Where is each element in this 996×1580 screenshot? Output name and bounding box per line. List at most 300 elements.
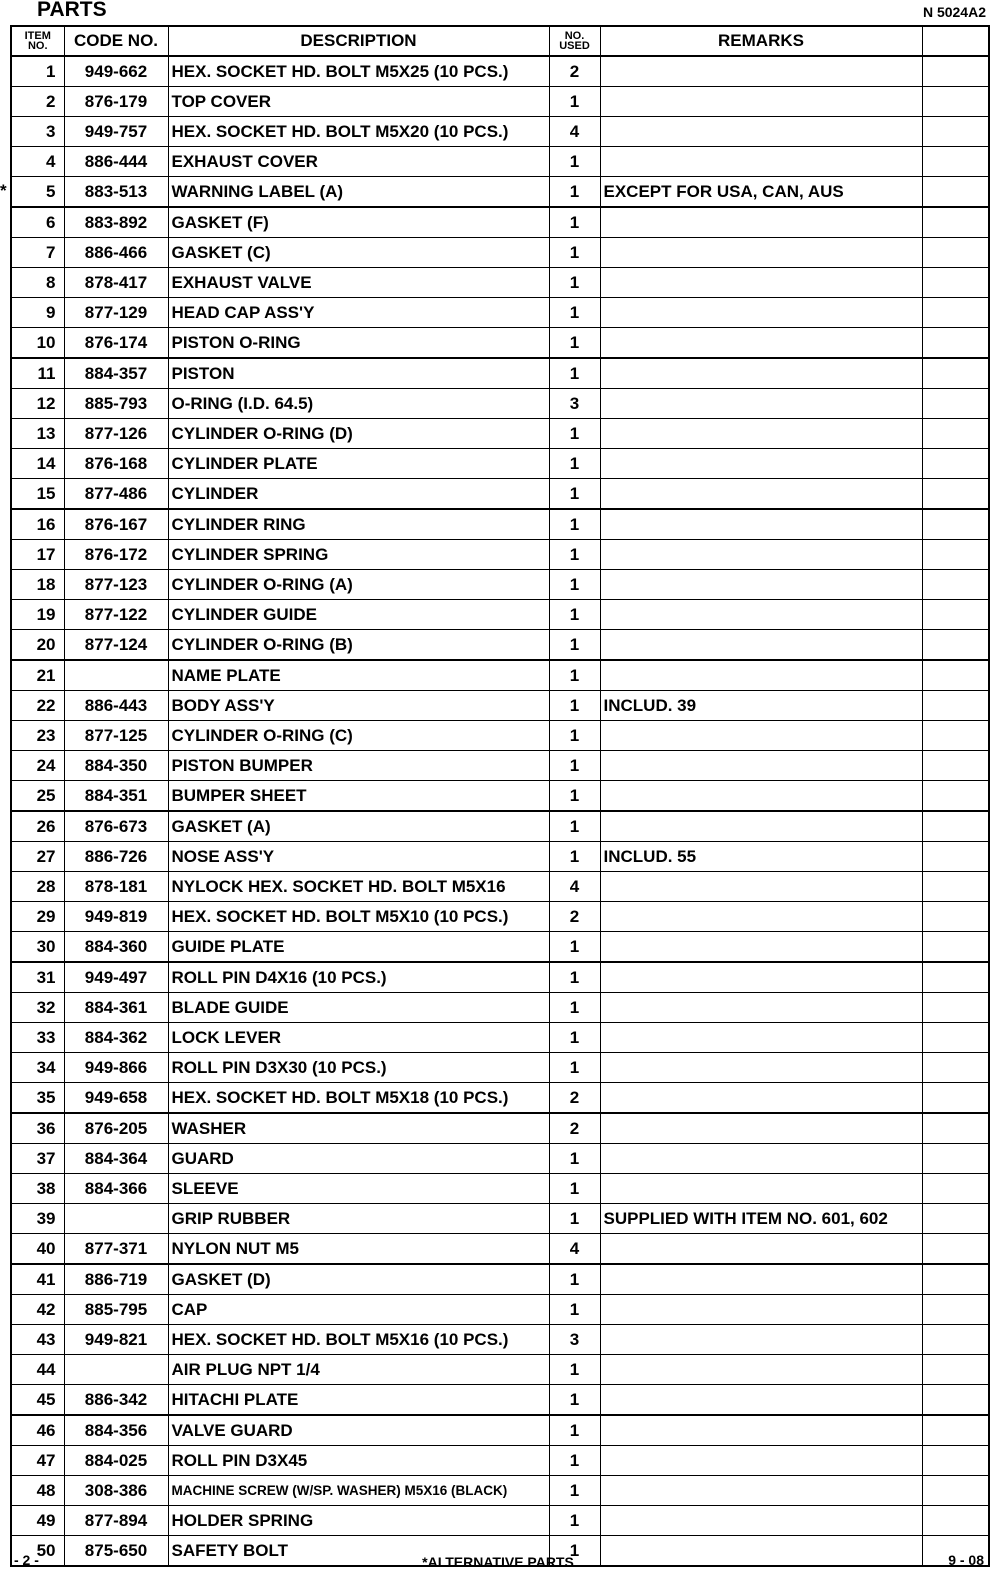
blank-cell — [922, 811, 989, 842]
no-used-text: 1 — [569, 212, 580, 232]
blank-cell — [922, 1415, 989, 1446]
remarks-cell — [600, 660, 922, 691]
item-no-cell — [11, 449, 64, 479]
table-row — [11, 570, 989, 600]
item-no-cell — [11, 1023, 64, 1053]
table-row — [11, 1113, 989, 1144]
code-no-cell — [64, 1083, 168, 1114]
description-text: AIR PLUG NPT 1/4 — [171, 1359, 320, 1379]
item-no-cell — [11, 570, 64, 600]
description-cell — [168, 1053, 549, 1083]
remarks-cell — [600, 177, 922, 208]
item-no-cell — [0, 177, 64, 208]
no-used-text: 1 — [569, 181, 580, 201]
no-used-cell — [549, 1415, 600, 1446]
no-used-cell — [549, 1083, 600, 1114]
no-used-cell — [549, 207, 600, 238]
remarks-text: INCLUD. 39 — [603, 695, 697, 715]
code-no-cell — [64, 1264, 168, 1295]
description-cell — [168, 358, 549, 389]
description-text: GASKET (A) — [171, 816, 271, 836]
item-no-text: 35 — [36, 1087, 56, 1107]
remarks-cell — [600, 1355, 922, 1385]
table-row — [11, 1053, 989, 1083]
item-no-text: 46 — [36, 1420, 56, 1440]
page-title: PARTS — [37, 0, 107, 21]
remarks-cell — [600, 117, 922, 147]
description-text: BLADE GUIDE — [171, 997, 289, 1017]
code-no-text: 876-168 — [84, 453, 148, 473]
blank-cell — [922, 902, 989, 932]
table-row — [11, 479, 989, 510]
code-no-cell — [64, 993, 168, 1023]
no-used-cell — [549, 1113, 600, 1144]
no-used-text: 1 — [569, 1480, 580, 1500]
description-text: GASKET (C) — [171, 242, 271, 262]
blank-cell — [922, 1174, 989, 1204]
description-text: CYLINDER — [171, 483, 259, 503]
no-used-text: 1 — [569, 725, 580, 745]
description-cell — [168, 389, 549, 419]
item-no-cell — [11, 1295, 64, 1325]
table-row — [11, 1476, 989, 1506]
table-row — [11, 751, 989, 781]
code-no-text: 877-371 — [84, 1238, 148, 1258]
description-cell — [168, 600, 549, 630]
item-no-cell — [11, 1476, 64, 1506]
blank-cell — [922, 358, 989, 389]
header-no-used-bottom: USED — [559, 40, 590, 52]
table-row — [11, 962, 989, 993]
table-header-row — [11, 26, 989, 56]
remarks-cell — [600, 449, 922, 479]
blank-cell — [922, 721, 989, 751]
description-cell — [168, 1144, 549, 1174]
description-cell — [168, 751, 549, 781]
description-text: CYLINDER GUIDE — [171, 604, 317, 624]
code-no-text: 886-726 — [84, 846, 148, 866]
no-used-text: 1 — [569, 242, 580, 262]
description-text: EXHAUST VALVE — [171, 272, 312, 292]
no-used-cell — [549, 509, 600, 540]
no-used-text: 1 — [569, 1389, 580, 1409]
remarks-cell — [600, 1174, 922, 1204]
item-no-cell — [11, 1415, 64, 1446]
no-used-text: 3 — [569, 1329, 580, 1349]
code-no-text: 876-167 — [84, 514, 148, 534]
no-used-cell — [549, 751, 600, 781]
code-no-text: 949-866 — [84, 1057, 148, 1077]
remarks-cell — [600, 1264, 922, 1295]
description-cell — [168, 1113, 549, 1144]
table-row — [11, 328, 989, 359]
code-no-text: 876-174 — [84, 332, 148, 352]
no-used-text: 1 — [569, 453, 580, 473]
code-no-text: 949-821 — [84, 1329, 148, 1349]
blank-cell — [922, 328, 989, 359]
table-row — [11, 872, 989, 902]
table-row — [11, 660, 989, 691]
description-text: O-RING (I.D. 64.5) — [171, 393, 314, 413]
description-text: CYLINDER SPRING — [171, 544, 329, 564]
code-no-text: 876-673 — [84, 816, 148, 836]
no-used-cell — [549, 1476, 600, 1506]
remarks-cell — [600, 1476, 922, 1506]
code-no-cell — [64, 721, 168, 751]
no-used-cell — [549, 117, 600, 147]
description-text: ROLL PIN D3X45 — [171, 1450, 308, 1470]
item-no-cell — [11, 872, 64, 902]
no-used-text: 1 — [569, 1450, 580, 1470]
no-used-text: 1 — [569, 302, 580, 322]
no-used-text: 1 — [569, 151, 580, 171]
description-cell — [168, 268, 549, 298]
item-no-cell — [11, 147, 64, 177]
item-no-text: 1 — [46, 61, 56, 81]
description-text: CYLINDER O-RING (C) — [171, 725, 353, 745]
no-used-cell — [549, 268, 600, 298]
remarks-cell — [600, 1415, 922, 1446]
code-no-text: 884-364 — [84, 1148, 148, 1168]
item-no-cell — [11, 298, 64, 328]
table-row — [11, 1174, 989, 1204]
code-no-text: 884-350 — [84, 755, 148, 775]
no-used-text: 3 — [569, 393, 580, 413]
remarks-cell — [600, 1144, 922, 1174]
remarks-cell — [600, 479, 922, 510]
blank-cell — [922, 842, 989, 872]
table-row — [11, 56, 989, 87]
code-no-cell — [64, 751, 168, 781]
no-used-cell — [549, 479, 600, 510]
table-row — [11, 1083, 989, 1114]
no-used-cell — [549, 1234, 600, 1265]
remarks-cell — [600, 570, 922, 600]
description-cell — [168, 1023, 549, 1053]
code-no-cell — [64, 389, 168, 419]
code-no-cell — [64, 540, 168, 570]
no-used-text: 1 — [569, 936, 580, 956]
description-text: HEX. SOCKET HD. BOLT M5X20 (10 PCS.) — [171, 121, 509, 141]
blank-cell — [922, 419, 989, 449]
code-no-text: 885-793 — [84, 393, 148, 413]
description-cell — [168, 1476, 549, 1506]
item-no-text: 45 — [36, 1389, 56, 1409]
blank-cell — [922, 630, 989, 661]
no-used-text: 2 — [569, 1118, 580, 1138]
description-cell — [168, 993, 549, 1023]
description-text: CYLINDER O-RING (A) — [171, 574, 353, 594]
table-row — [11, 207, 989, 238]
description-cell — [168, 962, 549, 993]
item-no-text: 2 — [46, 91, 56, 111]
code-no-cell — [64, 358, 168, 389]
description-text: TOP COVER — [171, 91, 272, 111]
code-no-cell — [64, 811, 168, 842]
item-no-text: 15 — [36, 483, 56, 503]
item-no-text: 28 — [36, 876, 56, 896]
table-row — [11, 630, 989, 661]
blank-cell — [922, 117, 989, 147]
code-no-text: 884-356 — [84, 1420, 148, 1440]
item-no-text: 17 — [36, 544, 56, 564]
remarks-cell — [600, 147, 922, 177]
code-no-text: 886-443 — [84, 695, 148, 715]
item-no-text: 14 — [36, 453, 56, 473]
no-used-cell — [549, 1204, 600, 1234]
remarks-cell — [600, 1295, 922, 1325]
blank-cell — [922, 449, 989, 479]
description-text: VALVE GUARD — [171, 1420, 293, 1440]
remarks-cell — [600, 1506, 922, 1536]
code-no-text: 949-662 — [84, 61, 148, 81]
item-no-text: 33 — [36, 1027, 56, 1047]
blank-cell — [922, 509, 989, 540]
item-no-cell — [11, 1083, 64, 1114]
description-cell — [168, 1355, 549, 1385]
item-no-cell — [11, 87, 64, 117]
table-row — [11, 1355, 989, 1385]
remarks-cell — [600, 1083, 922, 1114]
code-no-text: 877-129 — [84, 302, 148, 322]
blank-cell — [922, 993, 989, 1023]
description-text: HEX. SOCKET HD. BOLT M5X10 (10 PCS.) — [171, 906, 509, 926]
item-no-text: 10 — [36, 332, 56, 352]
description-text: HOLDER SPRING — [171, 1510, 314, 1530]
blank-cell — [922, 1385, 989, 1416]
code-no-cell — [64, 1325, 168, 1355]
remarks-cell — [600, 238, 922, 268]
blank-cell — [922, 962, 989, 993]
description-text: NYLON NUT M5 — [171, 1238, 299, 1258]
description-cell — [168, 570, 549, 600]
code-no-cell — [64, 1144, 168, 1174]
item-no-cell — [11, 1113, 64, 1144]
description-cell — [168, 1446, 549, 1476]
item-no-text: 5 — [46, 181, 56, 201]
item-no-cell — [11, 1355, 64, 1385]
blank-cell — [922, 238, 989, 268]
no-used-cell — [549, 691, 600, 721]
no-used-cell — [549, 328, 600, 359]
code-no-text: 949-819 — [84, 906, 148, 926]
item-no-cell — [11, 268, 64, 298]
no-used-cell — [549, 1325, 600, 1355]
table-row — [11, 932, 989, 963]
table-row — [11, 358, 989, 389]
remarks-cell — [600, 540, 922, 570]
item-no-cell — [11, 509, 64, 540]
table-row — [11, 389, 989, 419]
description-text: GASKET (D) — [171, 1269, 271, 1289]
item-no-text: 38 — [36, 1178, 56, 1198]
description-text: MACHINE SCREW (W/SP. WASHER) M5X16 (BLACK) — [171, 1483, 508, 1498]
item-no-cell — [11, 207, 64, 238]
description-cell — [168, 419, 549, 449]
description-text: CYLINDER O-RING (B) — [171, 634, 353, 654]
description-cell — [168, 1234, 549, 1265]
code-no-cell — [64, 479, 168, 510]
code-no-text: 883-892 — [84, 212, 148, 232]
item-no-text: 3 — [46, 121, 56, 141]
item-no-text: 4 — [46, 151, 56, 171]
blank-cell — [922, 1446, 989, 1476]
no-used-text: 1 — [569, 423, 580, 443]
code-no-text: 883-513 — [84, 181, 148, 201]
item-no-text: 41 — [36, 1269, 56, 1289]
blank-cell — [922, 660, 989, 691]
item-no-text: 7 — [46, 242, 56, 262]
item-no-cell — [11, 479, 64, 510]
description-cell — [168, 872, 549, 902]
description-text: HEX. SOCKET HD. BOLT M5X16 (10 PCS.) — [171, 1329, 509, 1349]
no-used-cell — [549, 902, 600, 932]
code-no-cell — [64, 268, 168, 298]
code-no-cell — [64, 1295, 168, 1325]
table-row — [11, 419, 989, 449]
description-text: CYLINDER RING — [171, 514, 306, 534]
code-no-text: 884-366 — [84, 1178, 148, 1198]
item-no-cell — [11, 238, 64, 268]
item-no-text: 8 — [46, 272, 56, 292]
item-no-cell — [11, 600, 64, 630]
header-blank — [922, 26, 989, 56]
table-row — [11, 117, 989, 147]
description-cell — [168, 1174, 549, 1204]
code-no-cell — [64, 1023, 168, 1053]
blank-cell — [922, 1023, 989, 1053]
blank-cell — [922, 1234, 989, 1265]
no-used-text: 1 — [569, 967, 580, 987]
description-cell — [168, 56, 549, 87]
description-cell — [168, 540, 549, 570]
blank-cell — [922, 207, 989, 238]
header-no-used — [549, 26, 600, 56]
description-cell — [168, 1083, 549, 1114]
code-no-cell — [64, 328, 168, 359]
no-used-cell — [549, 419, 600, 449]
parts-table-body — [0, 56, 989, 1566]
blank-cell — [922, 1113, 989, 1144]
blank-cell — [922, 298, 989, 328]
description-text: ROLL PIN D3X30 (10 PCS.) — [171, 1057, 387, 1077]
item-no-text: 30 — [36, 936, 56, 956]
no-used-text: 1 — [569, 1540, 580, 1560]
no-used-text: 1 — [569, 1178, 580, 1198]
table-row — [11, 87, 989, 117]
no-used-text: 1 — [569, 1148, 580, 1168]
code-no-cell — [64, 1506, 168, 1536]
no-used-cell — [549, 932, 600, 963]
no-used-text: 1 — [569, 1359, 580, 1379]
remarks-cell — [600, 993, 922, 1023]
no-used-cell — [549, 1355, 600, 1385]
header-code-no: CODE NO. — [64, 26, 168, 56]
item-no-cell — [11, 1385, 64, 1416]
code-no-cell — [64, 570, 168, 600]
no-used-cell — [549, 1446, 600, 1476]
code-no-cell — [64, 449, 168, 479]
code-no-text: 884-025 — [84, 1450, 148, 1470]
no-used-cell — [549, 660, 600, 691]
item-no-text: 25 — [36, 785, 56, 805]
page-number: - 2 - — [14, 1552, 39, 1568]
header-remarks: REMARKS — [600, 26, 922, 56]
blank-cell — [922, 1053, 989, 1083]
item-no-text: 37 — [36, 1148, 56, 1168]
description-text: PISTON O-RING — [171, 332, 301, 352]
code-no-text: 884-360 — [84, 936, 148, 956]
code-no-text: 886-466 — [84, 242, 148, 262]
code-no-cell — [64, 1113, 168, 1144]
description-cell — [168, 811, 549, 842]
blank-cell — [922, 691, 989, 721]
no-used-text: 4 — [569, 1238, 580, 1258]
item-no-cell — [11, 1325, 64, 1355]
remarks-cell — [600, 721, 922, 751]
code-no-cell — [64, 932, 168, 963]
item-no-cell — [11, 721, 64, 751]
remarks-cell — [600, 600, 922, 630]
item-no-cell — [11, 1234, 64, 1265]
no-used-cell — [549, 1174, 600, 1204]
description-text: HITACHI PLATE — [171, 1389, 299, 1409]
no-used-text: 4 — [569, 121, 580, 141]
item-no-text: 22 — [36, 695, 56, 715]
table-row — [11, 1204, 989, 1234]
blank-cell — [922, 389, 989, 419]
description-text: CAP — [171, 1299, 208, 1319]
code-no-text: 877-124 — [84, 634, 148, 654]
description-text: WARNING LABEL (A) — [171, 181, 344, 201]
description-cell — [168, 238, 549, 268]
remarks-cell — [600, 1023, 922, 1053]
description-cell — [168, 328, 549, 359]
code-no-cell — [64, 630, 168, 661]
code-no-cell — [64, 962, 168, 993]
item-no-cell — [11, 540, 64, 570]
item-no-cell — [11, 842, 64, 872]
no-used-cell — [549, 389, 600, 419]
description-text: CYLINDER O-RING (D) — [171, 423, 353, 443]
description-text: SLEEVE — [171, 1178, 239, 1198]
blank-cell — [922, 600, 989, 630]
description-cell — [168, 117, 549, 147]
item-no-text: 29 — [36, 906, 56, 926]
blank-cell — [922, 872, 989, 902]
blank-cell — [922, 1083, 989, 1114]
no-used-cell — [549, 1506, 600, 1536]
remarks-cell — [600, 1204, 922, 1234]
code-no-text: 877-125 — [84, 725, 148, 745]
no-used-text: 2 — [569, 61, 580, 81]
code-no-text: 884-362 — [84, 1027, 148, 1047]
item-no-text: 27 — [36, 846, 56, 866]
remarks-cell — [600, 87, 922, 117]
code-no-text: 877-126 — [84, 423, 148, 443]
description-text: WASHER — [171, 1118, 247, 1138]
description-text: GASKET (F) — [171, 212, 269, 232]
description-cell — [168, 691, 549, 721]
no-used-text: 1 — [569, 574, 580, 594]
no-used-text: 1 — [569, 1057, 580, 1077]
no-used-text: 1 — [569, 665, 580, 685]
description-cell — [168, 1506, 549, 1536]
no-used-text: 1 — [569, 363, 580, 383]
code-no-cell — [64, 660, 168, 691]
code-no-cell — [64, 56, 168, 87]
code-no-text: 886-444 — [84, 151, 148, 171]
